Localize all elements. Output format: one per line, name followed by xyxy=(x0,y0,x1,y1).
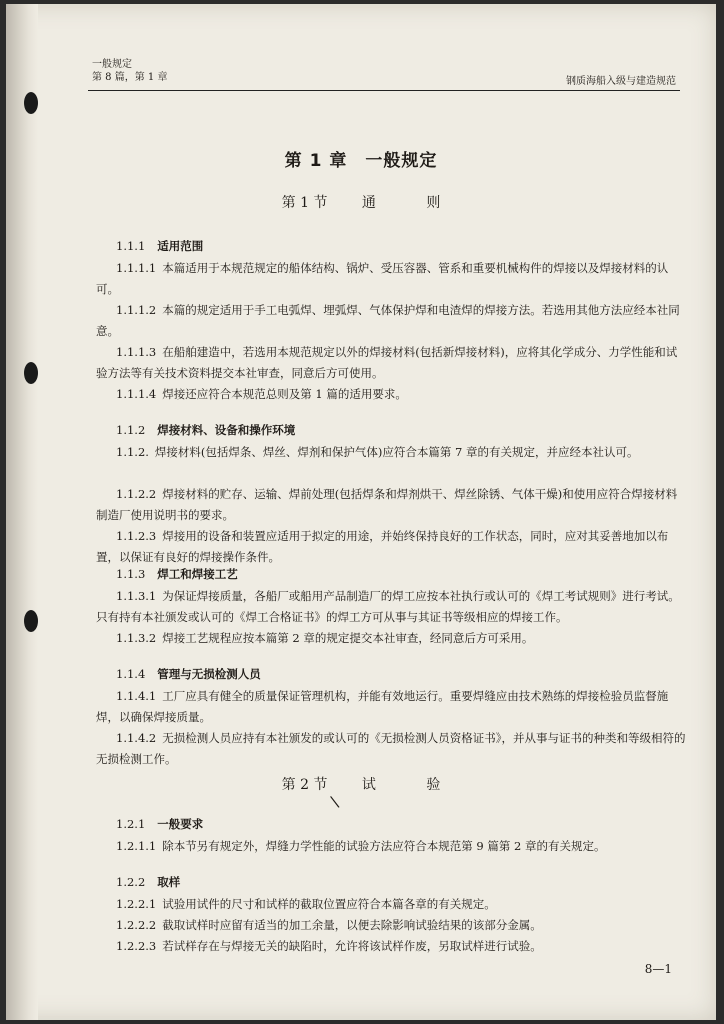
clause: 1.1.1.4 焊接还应符合本规范总则及第 1 篇的适用要求。 xyxy=(116,387,407,401)
clause: 1.1.1.1 本篇适用于本规范规定的船体结构、锅炉、受压容器、管系和重要机械构件的焊接以及焊接材料的认可。 xyxy=(96,261,669,296)
clause: 1.2.2.2 截取试样时应留有适当的加工余量，以便去除影响试验结果的该部分金属。 xyxy=(116,918,542,932)
section-heading: 第 1 节 通 则 xyxy=(281,195,441,211)
page-number: 8—1 xyxy=(644,962,672,976)
clause: 1.1.1.3 在船舶建造中，若选用本规范规定以外的焊接材料(包括新焊接材料)，应将其化学成分、力学性能和试验方法等有关技术资料提交本社审查，同意后方可使用。 xyxy=(96,345,678,380)
subsection-heading: 1.1.3 焊工和焊接工艺 xyxy=(116,567,238,581)
clause: 1.1.1.2 本篇的规定适用于手工电弧焊、埋弧焊、气体保护焊和电渣焊的焊接方法。若选用其他方法应经本社同意。 xyxy=(96,303,680,338)
clause: 1.1.4.1 工厂应具有健全的质量保证管理机构，并能有效地运行。重要焊缝应由技术熟练的焊接检验员监督施焊，以确保焊接质量。 xyxy=(96,689,669,724)
clause: 1.1.3.2 焊接工艺规程应按本篇第 2 章的规定提交本社审查，经同意后方可采用。 xyxy=(116,631,534,645)
clause: 1.1.2. 焊接材料(包括焊条、焊丝、焊剂和保护气体)应符合本篇第 7 章的有关规定，并应经本社认可。 xyxy=(116,445,639,459)
subsection-heading: 1.2.1 一般要求 xyxy=(116,817,204,831)
binding-hole xyxy=(24,92,38,114)
clause: 1.1.2.3 焊接用的设备和装置应适用于拟定的用途，并始终保持良好的工作状态，同时，应对其妥善地加以布置，以保证有良好的焊接操作条件。 xyxy=(96,529,669,564)
running-header-right: 钢质海船入级与建造规范 xyxy=(566,76,676,87)
subsection-heading: 1.1.1 适用范围 xyxy=(116,239,204,253)
running-header-left: 一般规定 第 8 篇，第 1 章 xyxy=(92,59,168,83)
clause: 1.2.2.1 试验用试件的尺寸和试样的截取位置应符合本篇各章的有关规定。 xyxy=(116,897,496,911)
binding-hole xyxy=(24,610,38,632)
pen-mark: \ xyxy=(328,791,341,812)
binding-hole xyxy=(24,362,38,384)
subsection-heading: 1.1.2 焊接材料、设备和操作环境 xyxy=(116,423,296,437)
document-page xyxy=(6,4,716,1020)
clause: 1.2.1.1 除本节另有规定外，焊缝力学性能的试验方法应符合本规范第 9 篇第 2 章的有关规定。 xyxy=(116,839,606,853)
subsection-heading: 1.1.4 管理与无损检测人员 xyxy=(116,667,261,681)
clause: 1.1.3.1 为保证焊接质量，各船厂或船用产品制造厂的焊工应按本社执行或认可的《焊工考试规则》进行考试。只有持有本社颁发或认可的《焊工合格证书》的焊工方可从事与其证书等级相应的焊接工作。 xyxy=(96,589,680,624)
clause: 1.1.2.2 焊接材料的贮存、运输、焊前处理(包括焊条和焊剂烘干、焊丝除锈、气体干燥)和使用应符合焊接材料制造厂使用说明书的要求。 xyxy=(96,487,678,522)
clause: 1.2.2.3 若试样存在与焊接无关的缺陷时，允许将该试样作废，另取试样进行试验。 xyxy=(116,939,542,953)
clause: 1.1.4.2 无损检测人员应持有本社颁发的或认可的《无损检测人员资格证书》，并从事与证书的种类和等级相符的无损检测工作。 xyxy=(96,731,686,766)
section-heading: 第 2 节 试 验 xyxy=(281,777,441,793)
header-rule xyxy=(88,90,680,91)
subsection-heading: 1.2.2 取样 xyxy=(116,875,181,889)
chapter-title: 第 1 章 一般规定 xyxy=(284,151,438,171)
